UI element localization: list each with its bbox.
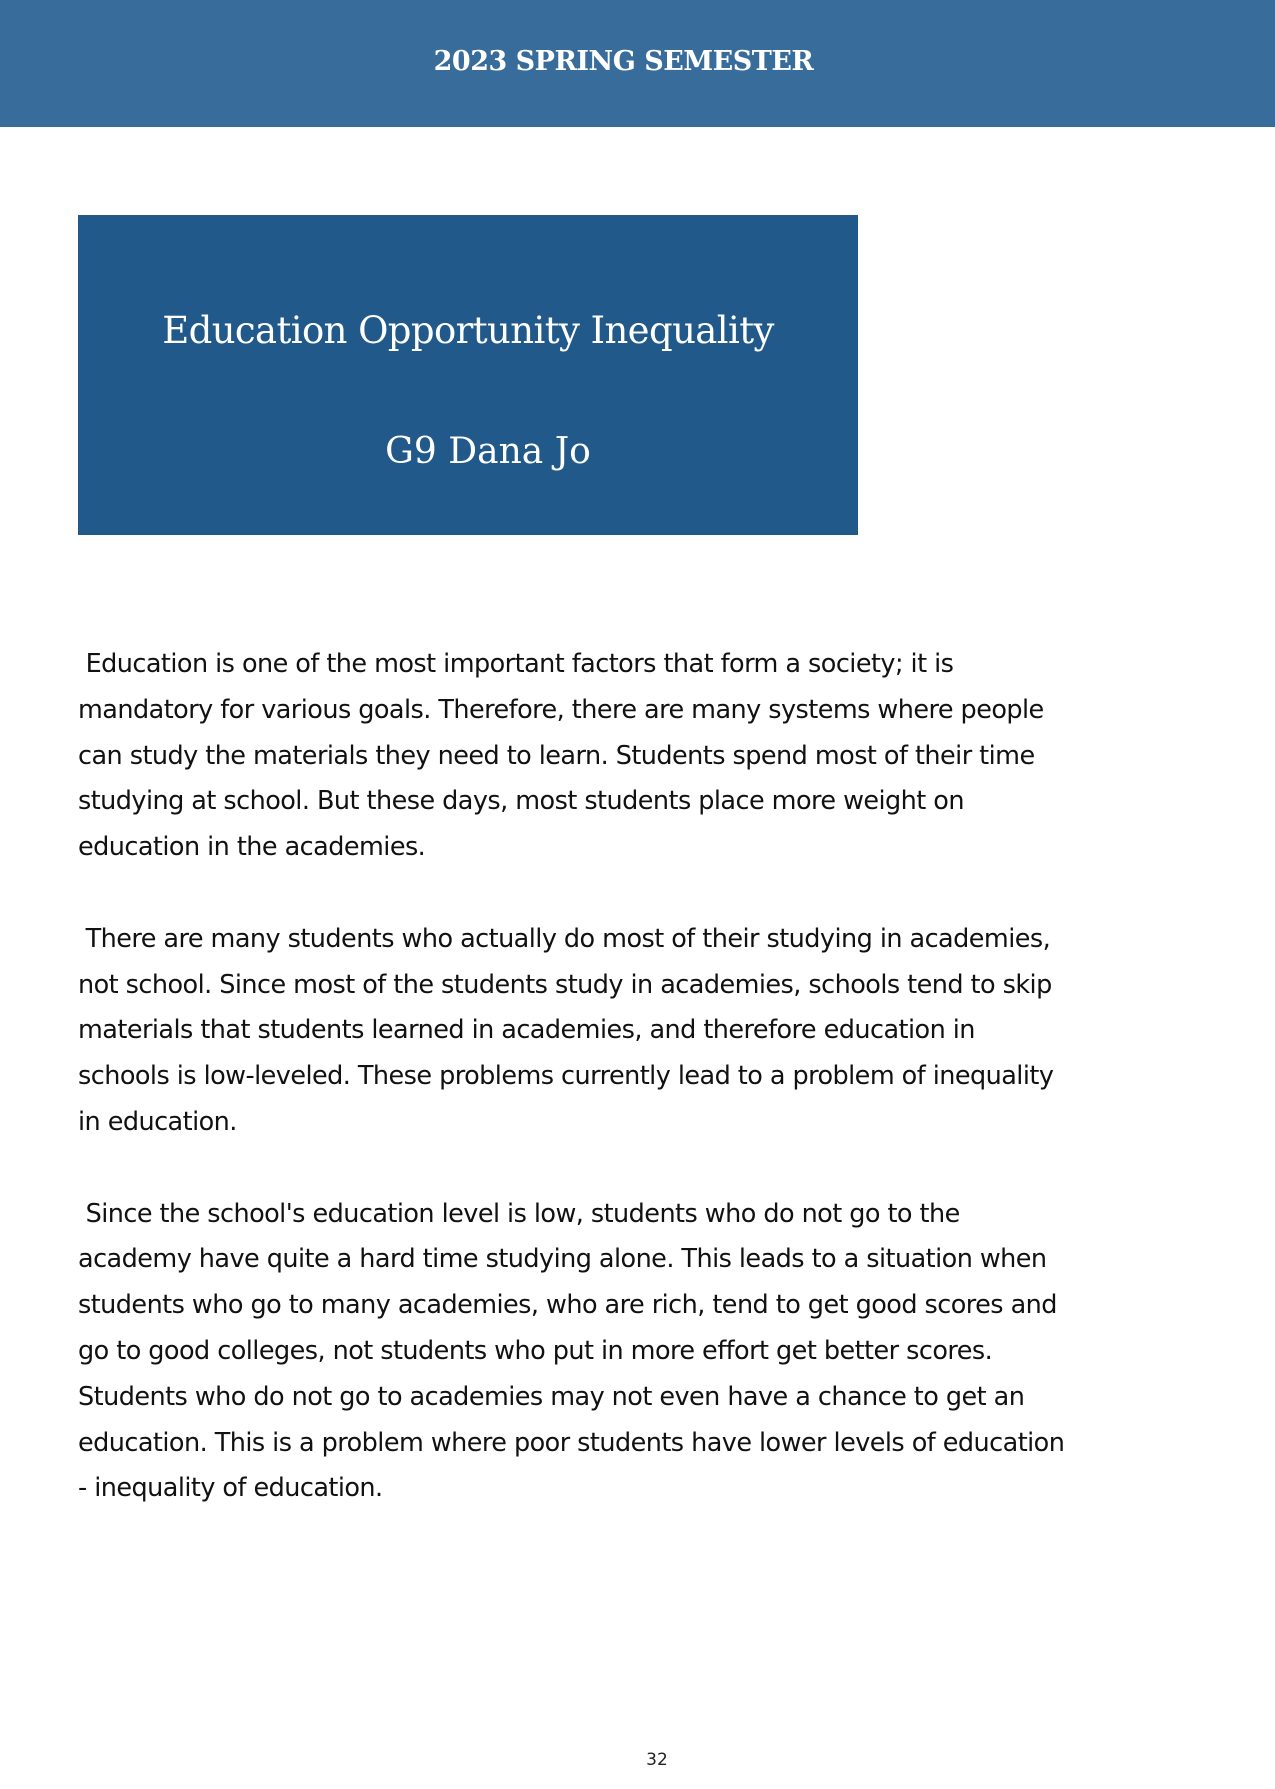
body-paragraph-1: Education is one of the most important factors that form a society; it is mandatory for various goals. Therefore, there are many systems where people can study the materials they need to learn. Students spend most of their time studying at school. But these days, most students place more weight on education in the academies. [78, 649, 1044, 863]
header-band [0, 0, 1275, 127]
body-paragraph-3: Since the school's education level is low, students who do not go to the academy have quite a hard time studying alone. This leads to a situation when students who go to many academies, who are rich, tend to get good scores and go to good colleges, not students who put in more effort get better scores. Students who do not go to academies may not even have a chance to get an education. This is a problem where poor students have lower levels of education - inequality of education. [78, 1198, 1065, 1504]
page-number: 32 [646, 1750, 668, 1770]
header-title: 2023 SPRING SEMESTER [433, 46, 814, 77]
article-title: Education Opportunity Inequality [162, 309, 774, 352]
article-author: G9 Dana Jo [385, 431, 591, 472]
article-body [78, 642, 1158, 1558]
title-box [78, 215, 858, 535]
body-paragraph-2: There are many students who actually do most of their studying in academies, not school. Since most of the students study in academies, schools tend to skip materials that students learned in academies, and therefore education in schools is low-leveled. These problems currently lead to a problem of inequality in education. [78, 923, 1054, 1137]
